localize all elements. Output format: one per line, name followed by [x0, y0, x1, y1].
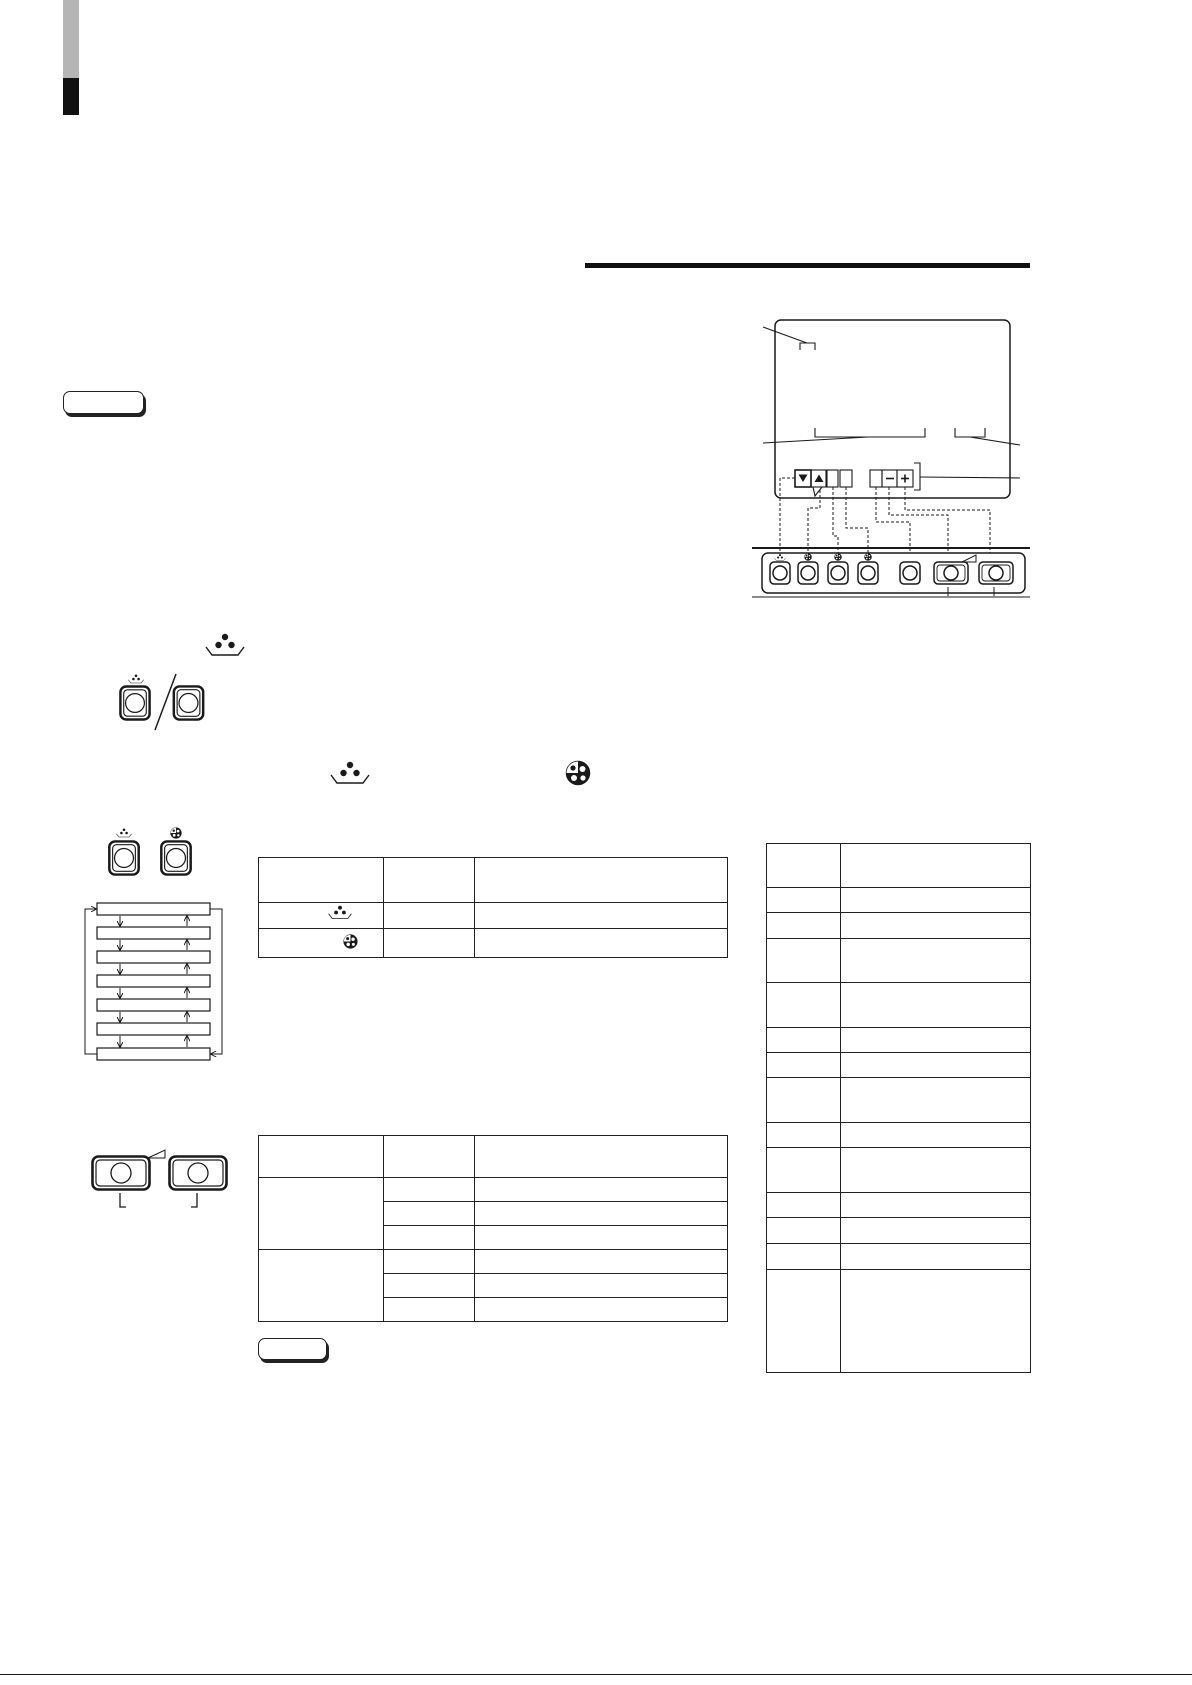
note-tag — [258, 1338, 327, 1360]
flow-loop-left — [85, 909, 97, 1054]
onscreen-box-4 — [840, 470, 852, 487]
section-rule — [585, 263, 1030, 268]
panel-button-2[interactable] — [798, 562, 818, 584]
volume-table — [258, 1135, 728, 1322]
table-cell — [841, 1148, 1031, 1193]
table-row — [259, 1250, 728, 1274]
table-row — [767, 1078, 1031, 1123]
table-cell — [475, 1250, 728, 1274]
table-header-cell — [841, 844, 1031, 888]
volume-down-button[interactable] — [93, 1157, 150, 1190]
three-dots-tray-icon — [128, 675, 143, 683]
table-header-cell — [384, 858, 475, 903]
flow-loop-right — [210, 909, 222, 1054]
monitor-diagram — [763, 320, 1020, 560]
flow-step — [97, 1048, 210, 1060]
table-cell — [475, 903, 728, 929]
table-cell — [384, 1298, 475, 1322]
flow-step — [97, 951, 210, 963]
volume-up-button[interactable] — [170, 1157, 227, 1190]
onscreen-box-5 — [870, 470, 882, 487]
onscreen-button-strip — [795, 463, 1020, 496]
callout-bracket-middle — [763, 428, 925, 443]
table-header-row — [767, 844, 1031, 888]
table-row — [767, 1053, 1031, 1078]
volume-button-pair — [93, 1150, 227, 1207]
table-row — [767, 888, 1031, 913]
table-cell — [841, 1053, 1031, 1078]
three-dots-tray-icon — [331, 762, 369, 783]
table-cell — [841, 1218, 1031, 1244]
table-group-cell — [259, 1178, 384, 1250]
panel-button-3[interactable] — [828, 562, 848, 584]
table-cell — [841, 1244, 1031, 1270]
table-cell — [841, 888, 1031, 913]
table-cell — [841, 1028, 1031, 1053]
callout-bracket-top — [763, 327, 815, 350]
table-cell — [767, 1028, 841, 1053]
table-row — [767, 1270, 1031, 1373]
table-cell — [841, 983, 1031, 1028]
table-row — [767, 1148, 1031, 1193]
table-row — [259, 929, 728, 958]
panel-button-1[interactable] — [770, 562, 790, 584]
color-dots-circle-icon — [834, 553, 841, 560]
color-dots-circle-icon — [567, 762, 590, 785]
table-cell — [841, 913, 1031, 939]
color-mode-button[interactable] — [161, 841, 190, 874]
table-row — [767, 1218, 1031, 1244]
table-header-cell — [259, 858, 384, 903]
panel-button-5[interactable] — [900, 562, 920, 584]
note-tag — [63, 391, 144, 414]
chapter-tab — [63, 0, 79, 115]
table-group-cell — [259, 1250, 384, 1322]
flow-step — [97, 999, 210, 1011]
side-table — [766, 843, 1031, 1373]
table-cell — [767, 1193, 841, 1218]
table-cell — [841, 1123, 1031, 1148]
table-cell — [475, 1202, 728, 1226]
table-header-cell — [767, 844, 841, 888]
table-cell — [767, 1270, 841, 1373]
table-cell — [767, 913, 841, 939]
table-row — [767, 1244, 1031, 1270]
flow-step — [97, 927, 210, 939]
table-cell — [767, 983, 841, 1028]
table-cell — [259, 929, 384, 958]
table-header-cell — [384, 1136, 475, 1178]
table-cell — [767, 1244, 841, 1270]
triangle-up-icon — [815, 475, 824, 483]
table-cell — [259, 903, 384, 929]
table-header-row — [259, 1136, 728, 1178]
volume-ramp-icon — [148, 1150, 165, 1158]
table-cell — [841, 1270, 1031, 1373]
flow-step — [97, 903, 210, 915]
three-dots-tray-icon — [206, 634, 244, 655]
table-cell — [767, 1218, 841, 1244]
table-cell — [384, 1178, 475, 1202]
triangle-down-icon — [799, 475, 808, 483]
table-cell — [475, 1226, 728, 1250]
volume-down-mark — [120, 1193, 126, 1207]
panel-button-volume-up[interactable] — [979, 562, 1013, 584]
table-row — [767, 1123, 1031, 1148]
table-cell — [767, 1053, 841, 1078]
table-header-cell — [475, 858, 728, 903]
table-cell — [475, 1274, 728, 1298]
volume-up-mark — [191, 1193, 197, 1207]
color-dots-circle-icon — [171, 828, 182, 839]
color-dots-circle-icon — [804, 553, 811, 560]
table-cell — [475, 1298, 728, 1322]
table-cell — [475, 929, 728, 958]
flow-step — [97, 1023, 210, 1035]
table-cell — [767, 1078, 841, 1123]
mode-table — [258, 857, 728, 958]
table-cell — [384, 1202, 475, 1226]
tray-button[interactable] — [120, 687, 149, 720]
table-row — [767, 913, 1031, 939]
table-cell — [841, 1078, 1031, 1123]
table-row — [767, 1193, 1031, 1218]
onscreen-strip-leader — [920, 477, 1020, 478]
table-header-cell — [475, 1136, 728, 1178]
flow-step — [97, 975, 210, 987]
onscreen-strip-bracket — [914, 463, 920, 490]
table-cell — [767, 888, 841, 913]
table-header-cell — [259, 1136, 384, 1178]
table-cell — [841, 1193, 1031, 1218]
color-dots-circle-icon — [864, 553, 871, 560]
table-cell — [475, 1178, 728, 1202]
plus-icon — [901, 475, 909, 483]
mode-button-pair — [109, 828, 190, 875]
tray-mode-button[interactable] — [109, 841, 138, 874]
table-row — [259, 903, 728, 929]
table-header-row — [259, 858, 728, 903]
onscreen-pointer-tail — [813, 487, 822, 496]
table-cell — [767, 1148, 841, 1193]
button-pair-with-slash — [120, 674, 203, 730]
control-panel — [752, 548, 1030, 597]
table-row — [767, 1028, 1031, 1053]
table-cell — [384, 929, 475, 958]
table-cell — [384, 1226, 475, 1250]
cycle-flowchart — [85, 903, 222, 1060]
alternate-button[interactable] — [174, 686, 203, 719]
onscreen-box-3 — [827, 470, 838, 487]
table-row — [259, 1178, 728, 1202]
three-dots-tray-icon — [116, 829, 131, 837]
table-cell — [841, 939, 1031, 983]
panel-button-volume-down[interactable] — [934, 562, 968, 584]
table-row — [767, 939, 1031, 983]
table-cell — [384, 1274, 475, 1298]
table-cell — [767, 1123, 841, 1148]
table-cell — [767, 939, 841, 983]
table-row — [767, 983, 1031, 1028]
table-cell — [384, 903, 475, 929]
panel-button-4[interactable] — [858, 562, 878, 584]
table-cell — [384, 1250, 475, 1274]
